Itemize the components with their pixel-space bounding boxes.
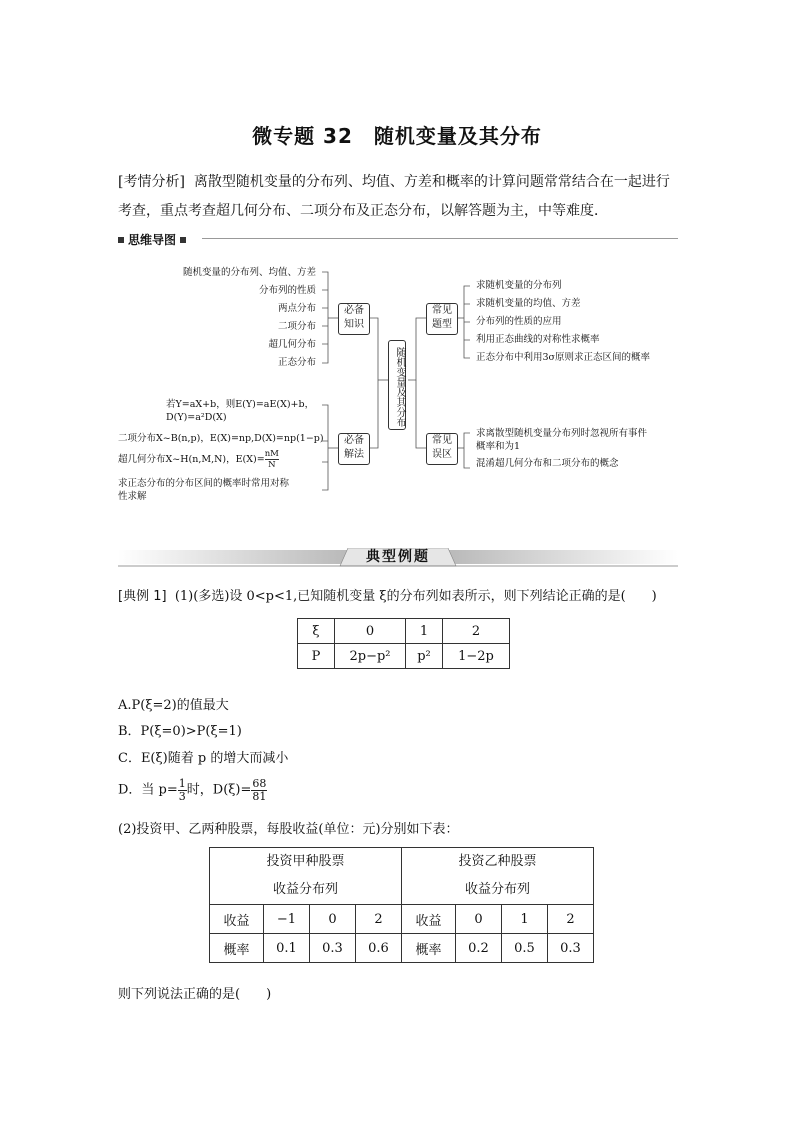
box-label: 题型 xyxy=(432,319,452,330)
box-label: 解法 xyxy=(344,449,364,460)
option-b: B．P(ξ=0)>P(ξ=1) xyxy=(118,724,242,739)
right-top-items xyxy=(476,279,686,369)
fraction-numerator: nM xyxy=(264,449,279,459)
section-banner xyxy=(118,548,678,568)
list-item: 若Y=aX+b，则E(Y)=aE(X)+b， xyxy=(166,399,315,410)
table-cell: 0 xyxy=(310,905,356,934)
header-text: 投资乙种股票 xyxy=(458,854,537,869)
table-cell: p² xyxy=(406,644,443,669)
right-bottom-items xyxy=(476,427,686,470)
list-item: 分布列的性质的应用 xyxy=(476,316,562,327)
option-d xyxy=(118,778,267,808)
box-label: 常见 xyxy=(432,305,452,316)
header-text: 收益分布列 xyxy=(464,882,530,897)
table-cell: 0 xyxy=(335,619,406,644)
table-cell: 0.3 xyxy=(548,934,594,963)
box-label: 误区 xyxy=(432,449,452,460)
option-c: C．E(ξ)随着 p 的增大而减小 xyxy=(118,751,289,766)
intro-label: [考情分析] xyxy=(118,174,185,190)
table-cell: 1−2p xyxy=(443,644,510,669)
distribution-table xyxy=(297,618,510,669)
box-label: 知识 xyxy=(344,319,364,330)
table-cell: 0.3 xyxy=(310,934,356,963)
option-d-text: 时，D(ξ)= xyxy=(186,782,252,798)
list-item: 概率和为1 xyxy=(476,441,521,452)
example-label: [典例 1] xyxy=(118,589,167,604)
table-cell: 2 xyxy=(443,619,510,644)
left-top-items xyxy=(150,266,316,374)
box-required-methods xyxy=(338,433,370,465)
stock-table xyxy=(209,847,594,963)
table-cell: ξ xyxy=(298,619,335,644)
intro-line-1: 离散型随机变量的分布列、均值、方差和概率的计算问题常常结合在一起进行 xyxy=(193,174,670,190)
left-bottom-items xyxy=(118,398,324,503)
list-item: 混淆超几何分布和二项分布的概念 xyxy=(476,458,619,469)
list-item: 性求解 xyxy=(118,491,147,502)
box-label: 必备 xyxy=(344,305,364,316)
mindmap-heading: 思维导图 xyxy=(128,233,177,247)
table-cell: 概率 xyxy=(210,934,264,963)
option-d-text: D．当 p= xyxy=(118,782,178,798)
list-item: 求正态分布的分布区间的概率时常用对称 xyxy=(118,478,290,489)
table-cell: 1 xyxy=(406,619,443,644)
table-cell: 0.6 xyxy=(356,934,402,963)
table-cell: 2p−p² xyxy=(335,644,406,669)
table-header-a xyxy=(210,848,402,905)
formula-text: 超几何分布X~H(n,M,N)，E(X)= xyxy=(118,454,265,465)
box-label: 常见 xyxy=(432,435,452,446)
list-item: 超几何分布 xyxy=(268,339,316,350)
fraction-numerator: 1 xyxy=(178,777,186,790)
list-item: 求随机变量的均值、方差 xyxy=(476,298,581,309)
table-cell: 0.5 xyxy=(502,934,548,963)
list-item xyxy=(118,449,324,471)
banner-title: 典型例题 xyxy=(366,549,430,565)
header-text: 收益分布列 xyxy=(272,882,338,897)
table-cell: 1 xyxy=(502,905,548,934)
fraction xyxy=(265,449,279,470)
box-required-knowledge xyxy=(338,303,370,335)
list-item: 二项分布 xyxy=(277,321,316,332)
table-cell: 收益 xyxy=(210,905,264,934)
list-item: 求离散型随机变量分布列时忽视所有事件 xyxy=(476,428,648,439)
table-header-b xyxy=(402,848,594,905)
list-item: 正态分布中利用3σ原则求正态区间的概率 xyxy=(476,352,651,363)
fraction-denominator: 81 xyxy=(252,790,267,803)
table-cell: −1 xyxy=(264,905,310,934)
fraction xyxy=(251,778,267,803)
table-cell: 2 xyxy=(356,905,402,934)
fraction xyxy=(178,778,187,803)
table-cell: P xyxy=(298,644,335,669)
table-row xyxy=(210,905,594,934)
page-title: 微专题 32 随机变量及其分布 xyxy=(252,124,542,148)
table-row xyxy=(298,644,510,669)
list-item: 随机变量的分布列、均值、方差 xyxy=(182,267,316,278)
example-1-question xyxy=(118,588,688,606)
part-2-text: (2)投资甲、乙两种股票，每股收益(单位：元)分别如下表： xyxy=(118,822,459,837)
list-item: 正态分布 xyxy=(277,357,316,368)
intro-line-2: 考查，重点考查超几何分布、二项分布及正态分布，以解答题为主，中等难度． xyxy=(118,203,608,219)
list-item: 两点分布 xyxy=(277,303,316,314)
part-2-question: 则下列说法正确的是( ) xyxy=(118,987,272,1002)
table-cell: 2 xyxy=(548,905,594,934)
table-cell: 收益 xyxy=(402,905,456,934)
table-cell: 概率 xyxy=(402,934,456,963)
list-item: 利用正态曲线的对称性求概率 xyxy=(476,334,600,345)
fraction-denominator: N xyxy=(268,460,276,470)
list-item: D(Y)=a²D(X) xyxy=(166,412,227,423)
option-a: A.P(ξ=2)的值最大 xyxy=(118,698,229,713)
table-cell: 0.1 xyxy=(264,934,310,963)
list-item: 分布列的性质 xyxy=(258,285,316,296)
list-item: 求随机变量的分布列 xyxy=(476,280,562,291)
box-common-types xyxy=(426,303,458,335)
list-item: 二项分布X~B(n,p)，E(X)=np,D(X)=np(1−p) xyxy=(118,433,324,444)
fraction-numerator: 68 xyxy=(252,777,267,790)
box-label: 必备 xyxy=(344,435,364,446)
header-text: 投资甲种股票 xyxy=(266,854,345,869)
table-row xyxy=(210,934,594,963)
example-text: (1)(多选)设 0<p<1,已知随机变量 ξ的分布列如表所示，则下列结论正确的是( ) xyxy=(174,589,657,604)
table-row xyxy=(210,848,594,905)
table-cell: 0 xyxy=(456,905,502,934)
fraction-denominator: 3 xyxy=(178,790,186,803)
center-topic-box: 随机变量及其分布 xyxy=(388,340,406,430)
table-cell: 0.2 xyxy=(456,934,502,963)
box-common-mistakes xyxy=(426,433,458,465)
table-row xyxy=(298,619,510,644)
